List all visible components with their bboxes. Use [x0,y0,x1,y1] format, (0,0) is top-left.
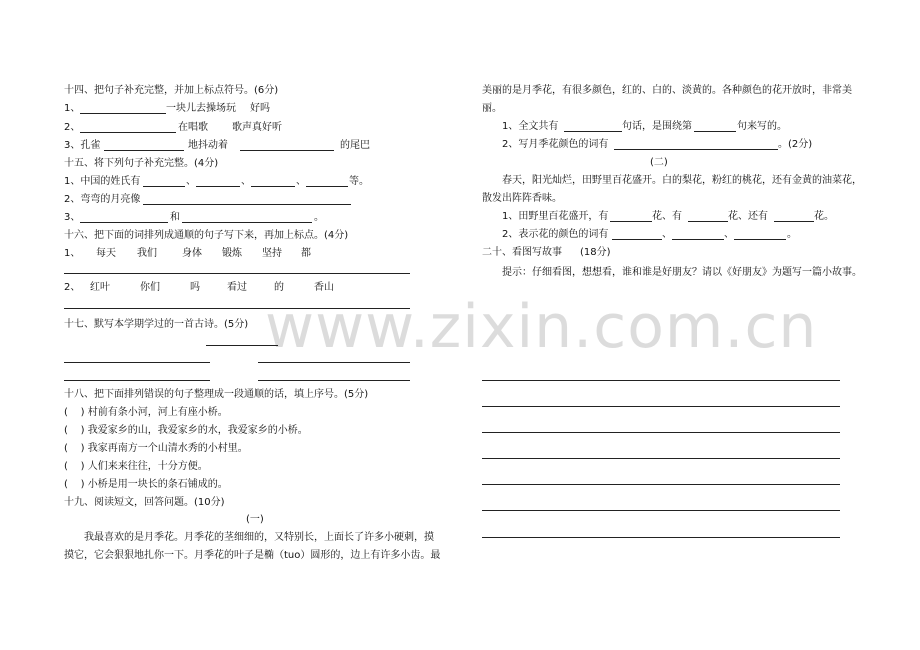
passage-2-line: 散发出阵阵香味。 [482,193,562,204]
p2-q2-blank-2[interactable] [672,239,724,240]
p2-q2-sep: 、 [662,229,672,240]
q14-item-2-end: 歌声真好听 [232,122,282,133]
q15-item-1-sep-1: 、 [186,176,196,187]
q15-item-3-blank-1[interactable] [80,222,168,223]
q15-item-3-mid: 和 [170,212,180,223]
story-line[interactable] [482,484,840,485]
passage-1-line: 我最喜欢的是月季花。月季花的茎细细的，又特别长，上面长了许多小硬刺，摸 [84,532,434,543]
q15-item-1-blank-4[interactable] [306,186,348,187]
p2-q2-end: 。 [787,229,797,240]
q16-1-num: 1、 [64,248,81,259]
q18-item: ( ) 我爱家乡的山，我爱家乡的水，我爱家乡的小桥。 [64,425,308,436]
p2-q1-a: 花、有 [652,211,682,222]
p2-q2-pre: 2、表示花的颜色的词有 [502,229,609,240]
p1-q1-blank-1[interactable] [564,131,622,132]
p2-q1-b: 花、还有 [728,211,768,222]
p2-q1-blank-3[interactable] [774,221,814,222]
q14-item-3-pre: 3、孔雀 [64,140,101,151]
q16-1-answer-line[interactable] [64,273,410,274]
p1-q2-blank[interactable] [614,149,778,150]
q14-item-1-end: 好吗 [250,103,270,114]
q16-2-word: 看过 [227,282,247,293]
q14-title: 十四、把句子补充完整，并加上标点符号。(6分) [64,85,279,96]
story-line[interactable] [482,380,840,381]
q16-1-word: 每天 [96,248,116,259]
passage-2-heading: (二) [650,157,668,168]
q14-item-3-mid: 地抖动着 [188,140,228,151]
p1-q1-end: 句来写的。 [737,121,787,132]
q16-1-word: 都 [301,248,311,259]
q16-2-word: 香山 [314,282,334,293]
p1-q1-mid: 句话，是围绕第 [622,121,692,132]
q15-item-3-blank-2[interactable] [182,222,312,223]
q16-1-word: 身体 [182,248,202,259]
q15-item-1-blank-2[interactable] [196,186,240,187]
p2-q2-sep: 、 [724,229,734,240]
story-line[interactable] [482,458,840,459]
p1-q1-pre: 1、全文共有 [502,121,559,132]
q20-hint: 提示：仔细看图，想想看，谁和谁是好朋友？请以《好朋友》为题写一篇小故事。 [502,267,862,278]
q16-2-word: 的 [274,282,284,293]
q16-2-answer-line[interactable] [64,308,410,309]
p2-q1-end: 花。 [814,211,834,222]
q20-points: (18分) [580,247,611,258]
q18-item: ( ) 我家再南方一个山清水秀的小村里。 [64,443,248,454]
p2-q1-pre: 1、田野里百花盛开，有 [502,211,609,222]
q16-1-word: 锻炼 [222,248,242,259]
q16-2-word: 红叶 [90,282,110,293]
q18-item: ( ) 人们来来往往，十分方便。 [64,461,208,472]
story-line[interactable] [482,432,840,433]
p2-q2-blank-1[interactable] [612,239,662,240]
q19-title: 十九、阅读短文，回答问题。(10分) [64,497,225,508]
q14-item-3-blank-2[interactable] [240,150,334,151]
poem-line[interactable] [64,362,210,363]
poem-title-line[interactable] [206,345,278,346]
p1-q2-pre: 2、写月季花颜色的词有 [502,139,609,150]
passage-2-line: 春天，阳光灿烂，田野里百花盛开。白的梨花，粉红的桃花，还有金黄的油菜花， [502,175,862,186]
p1-q1-blank-2[interactable] [694,131,736,132]
q15-item-1-pre: 1、中国的姓氏有 [64,176,141,187]
q15-item-2-blank[interactable] [143,204,351,205]
q14-item-1-blank[interactable] [80,113,166,114]
q16-2-num: 2、 [64,282,81,293]
p1-q2-end: 。(2分) [778,139,813,150]
q14-item-1-mid: 一块儿去操场玩 [166,103,236,114]
q14-item-3-blank-1[interactable] [104,150,184,151]
q18-item: ( ) 小桥是用一块长的条石铺成的。 [64,479,228,490]
q16-1-word: 坚持 [262,248,282,259]
poem-line[interactable] [64,380,210,381]
q18-item: ( ) 村前有条小河，河上有座小桥。 [64,407,228,418]
passage-1-line: 摸它，它会狠狠地扎你一下。月季花的叶子是椭（tuo）圆形的，边上有许多小齿。最 [64,550,441,561]
q15-item-3-pre: 3、 [64,212,81,223]
q16-2-word: 吗 [190,282,200,293]
passage-1-line: 丽。 [482,103,502,114]
story-line[interactable] [482,537,840,538]
q15-item-1-sep-3: 、 [296,176,306,187]
passage-1-line: 美丽的是月季花，有很多颜色，红的、白的、淡黄的。各种颜色的花开放时，非常美 [482,85,852,96]
q16-2-word: 你们 [140,282,160,293]
p2-q1-blank-2[interactable] [688,221,728,222]
q17-title: 十七、默写本学期学过的一首古诗。(5分) [64,319,249,330]
q14-item-3-end: 的尾巴 [340,140,370,151]
q14-item-1-num: 1、 [64,103,81,114]
q18-title: 十八、把下面排列错误的句子整理成一段通顺的话，填上序号。(5分) [64,389,369,400]
q14-item-2-blank[interactable] [80,132,176,133]
story-line[interactable] [482,510,840,511]
q15-item-1-blank-1[interactable] [143,186,185,187]
watermark: www.zixin.com.cn [265,292,818,362]
q14-item-2-num: 2、 [64,122,81,133]
q16-title: 十六、把下面的词排列成通顺的句子写下来，再加上标点。(4分) [64,230,349,241]
poem-line[interactable] [258,362,410,363]
q15-title: 十五、将下列句子补充完整。(4分) [64,158,219,169]
p2-q2-blank-3[interactable] [734,239,786,240]
q15-item-1-sep-2: 、 [241,176,251,187]
p2-q1-blank-1[interactable] [610,221,652,222]
poem-line[interactable] [258,380,410,381]
q15-item-1-blank-3[interactable] [251,186,295,187]
story-line[interactable] [482,406,840,407]
q15-item-2-pre: 2、弯弯的月亮像 [64,194,141,205]
q15-item-3-end: 。 [314,212,324,223]
q15-item-1-end: 等。 [349,176,369,187]
q16-1-word: 我们 [137,248,157,259]
q20-title: 二十、看图写故事 [482,247,562,258]
passage-1-heading: (一) [246,514,264,525]
q14-item-2-mid: 在唱歌 [178,122,208,133]
